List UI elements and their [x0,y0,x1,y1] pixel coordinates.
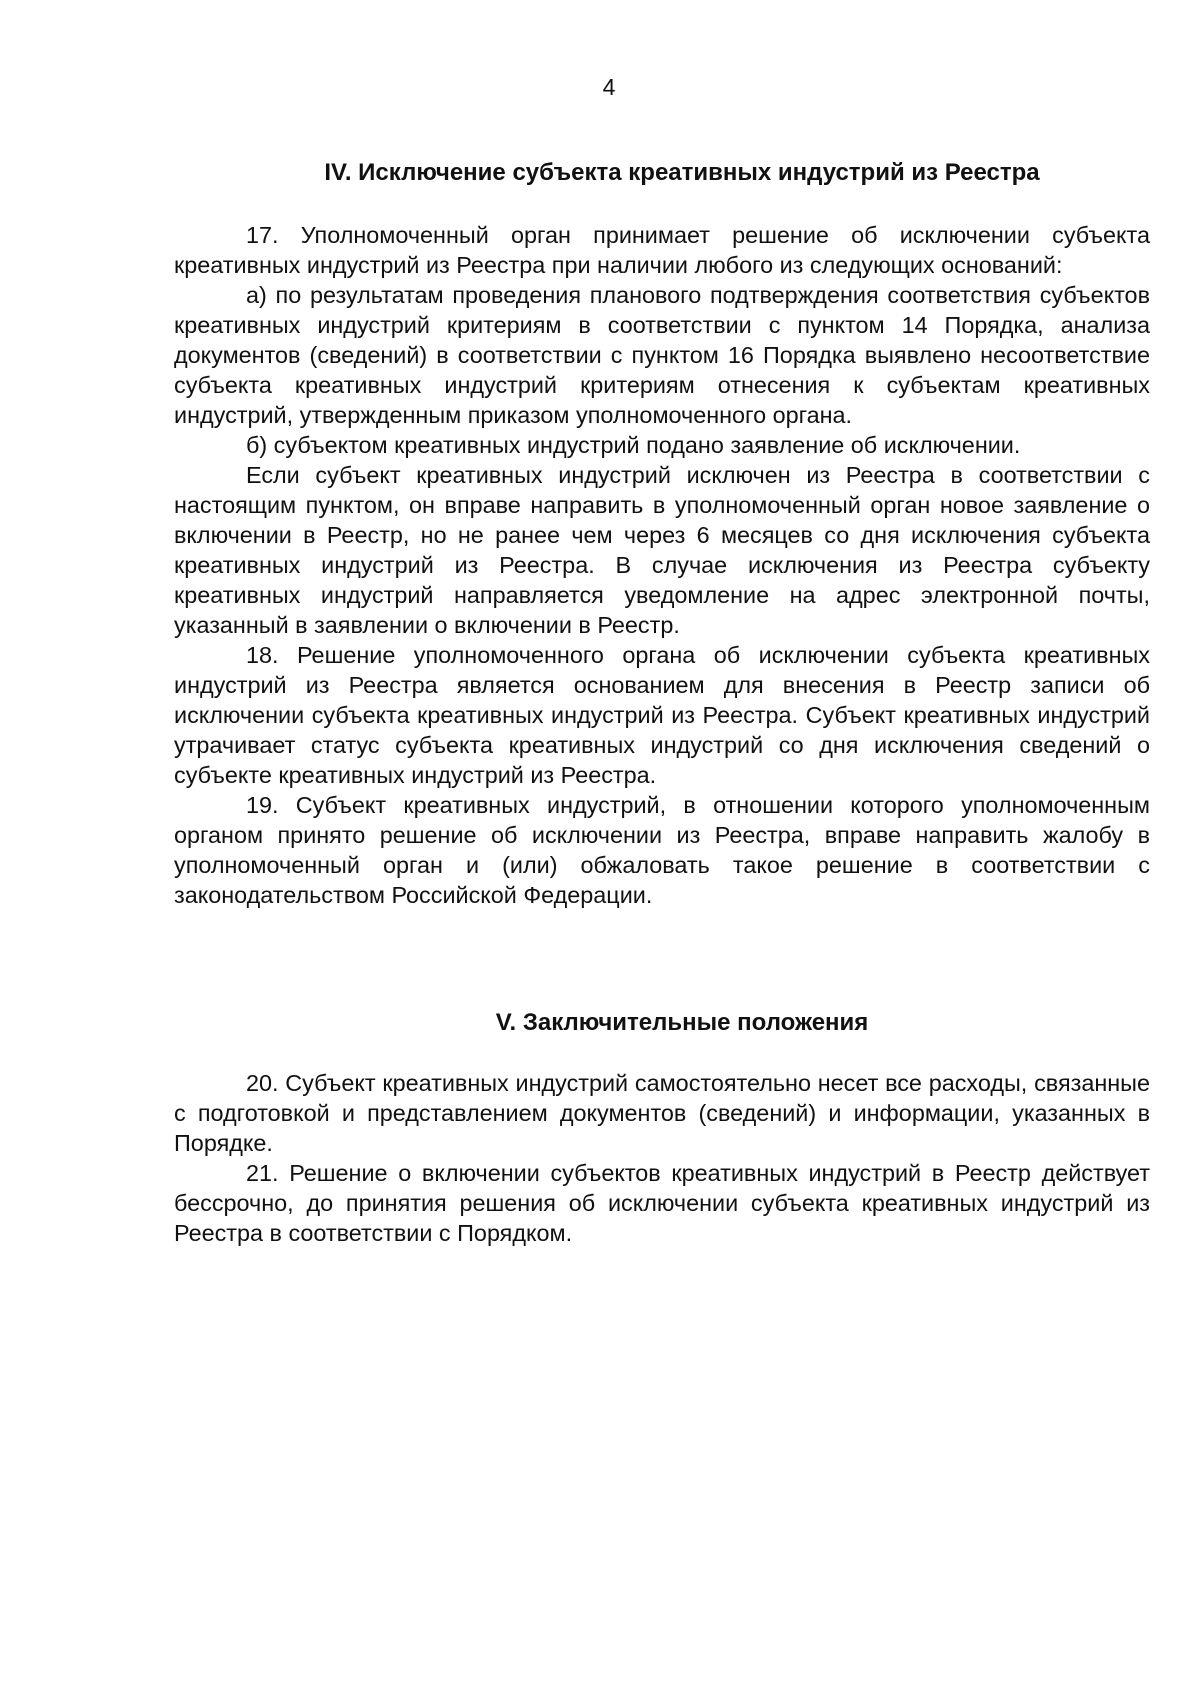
paragraph-20: 20. Субъект креативных индустрий самостоятельно несет все расходы, связанные с подготовкой и представлением документов (сведений) и информации, указанных в Порядке. [174,1070,1150,1156]
paragraph-19: 19. Субъект креативных индустрий, в отношении которого уполномоченным органом принято решение об исключении из Реестра, вправе направить жалобу в уполномоченный орган и (или) обжаловать такое решение в соответствии с законодательством Российской Федерации. [174,792,1150,908]
paragraph-17: 17. Уполномоченный орган принимает решение об исключении субъекта креативных индустрий из Реестра при наличии любого из следующих оснований: [174,222,1150,278]
section-v-body [174,1068,1150,1248]
paragraph-17a: а) по результатам проведения планового подтверждения соответствия субъектов креативных индустрий критериям в соответствии с пунктом 14 Порядка, анализа документов (сведений) в соответствии с пунктом 16 Порядка выявлено несоответствие субъекта креативных индустрий критериям отнесения к субъектам креативных индустрий, утвержденным приказом уполномоченного органа. [174,282,1150,428]
paragraph-17-reapply: Если субъект креативных индустрий исключен из Реестра в соответствии с настоящим пунктом, он вправе направить в уполномоченный орган новое заявление о включении в Реестр, но не ранее чем через 6 месяцев со дня исключения субъекта креативных индустрий из Реестра. В случае исключения из Реестра субъекту креативных индустрий направляется уведомление на адрес электронной почты, указанный в заявлении о включении в Реестр. [174,462,1150,638]
page-number: 4 [602,74,616,100]
paragraph-17b: б) субъектом креативных индустрий подано заявление об исключении. [246,432,1021,458]
section-v-heading: V. Заключительные положения [495,1009,869,1036]
paragraph-18: 18. Решение уполномоченного органа об исключении субъекта креативных индустрий из Реестра является основанием для внесения в Реестр записи об исключении субъекта креативных индустрий из Реестра. Субъект креативных индустрий утрачивает статус субъекта креативных индустрий со дня исключения сведений о субъекте креативных индустрий из Реестра. [174,642,1150,788]
section-iv-heading: IV. Исключение субъекта креативных индустрий из Реестра [324,159,1040,186]
paragraph-21: 21. Решение о включении субъектов креативных индустрий в Реестр действует бессрочно, до принятия решения об исключении субъекта креативных индустрий из Реестра в соответствии с Порядком. [174,1160,1150,1246]
section-iv-body [174,220,1150,910]
